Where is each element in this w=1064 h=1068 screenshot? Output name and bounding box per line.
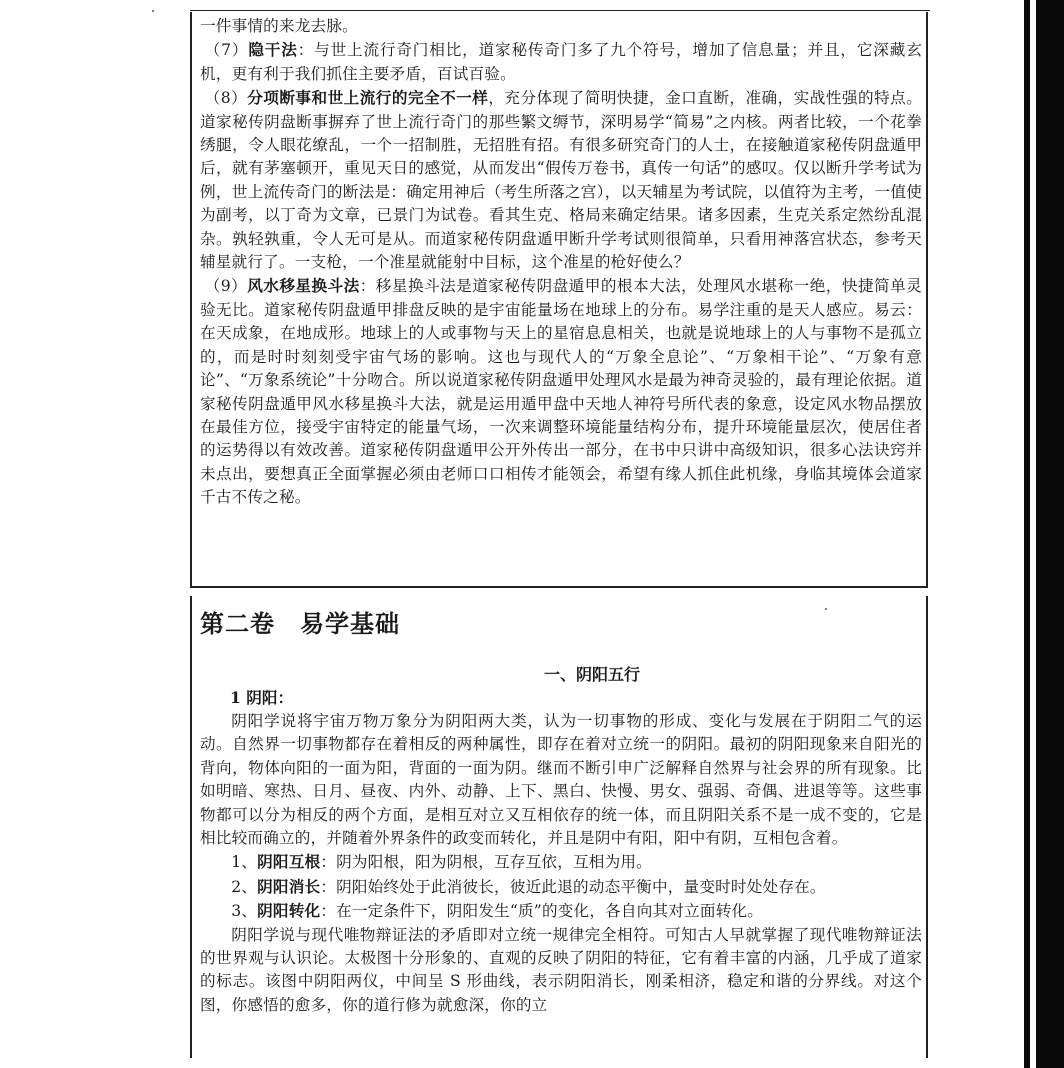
paragraph-8-text: ，充分体现了简明快捷，金口直断，准确，实战性强的特点。道家秘传阴盘断事摒弃了世上流行奇门的那些繁文缛节，深明易学“简易”之内核。两者比较，一个花拳绣腿，令人眼花缭乱，一个一招制胜，无招胜有招。有很多研究奇门的人士，在接触道家秘传阴盘遁甲后，就有茅塞顿开，重见天日的感觉，从而发出“假传万卷书，真传一句话”的感叹。仅以断升学考试为例，世上流传奇门的断法是：确定用神后（考生所落之宫），以天辅星为考试院，以值符为主考，一值使为副考，以丁奇为文章，已景门为试卷。看其生克、格局来确定结果。诸多因素，生克关系定然纷乱混杂。孰轻孰重，令人无可是从。而道家秘传阴盘遁甲断升学考试则很简单，只看用神落宫状态，参考天辅星就行了。一支枪，一个准星就能射中目标，这个准星的枪好使么？	[200, 89, 922, 272]
scan-speck	[825, 608, 827, 610]
item-2-number: 2、	[231, 877, 258, 896]
upper-text-block	[200, 15, 922, 510]
paragraph-9-number: （9）	[204, 277, 248, 296]
paragraph-9-heading: 风水移星换斗法	[247, 276, 360, 296]
yinyang-item-1	[200, 850, 922, 874]
item-1-heading: 阴阳互根	[257, 852, 321, 872]
paragraph-9	[200, 274, 922, 509]
item-3-text: ：在一定条件下，阴阳发生“质”的变化，各自向其对立面转化。	[320, 902, 764, 921]
paragraph-9-text: ：移星换斗法是道家秘传阴盘遁甲的根本大法，处理风水堪称一绝，快捷简单灵验无比。道家秘传阴盘遁甲排盘反映的是宇宙能量场在地球上的分布。易学注重的是天人感应。易云：在天成象，在地成形。地球上的人或事物与天上的星宿息息相关，也就是说地球上的人与事物不是孤立的，而是时时刻刻受宇宙气场的影响。这也与现代人的“万象全息论”、“万象相干论”、“万象有意论”、“万象系统论”十分吻合。所以说道家秘传阴盘遁甲处理风水是最为神奇灵验的，最有理论依据。道家秘传阴盘遁甲风水移星换斗大法，就是运用遁甲盘中天地人神符号所代表的象意，设定风水物品摆放在最佳方位，接受宇宙特定的能量气场，一次来调整环境能量结构分布，提升环境能量层次，使居住者的运势得以有效改善。道家秘传阴盘遁甲公开外传出一部分，在书中只讲中高级知识，很多心法诀窍并未点出，要想真正全面掌握必须由老师口口相传才能领会，希望有缘人抓住此机缘，身临其境体会道家千古不传之秘。	[200, 277, 922, 507]
top-rule	[190, 10, 930, 11]
paragraph-7-text: ：与世上流行奇门相比，道家秘传奇门多了九个符号，增加了信息量；并且，它深藏玄机，更有利于我们抓住主要矛盾，百试百验。	[200, 41, 922, 83]
item-2-heading: 阴阳消长	[257, 876, 321, 896]
yinyang-item-3	[200, 899, 922, 923]
section-title: 一、阴阳五行	[543, 665, 640, 684]
paragraph-8-heading: 分项断事和世上流行的完全不一样	[247, 88, 489, 108]
lower-text-block	[200, 710, 922, 1017]
paragraph-7	[200, 38, 922, 86]
scan-right-edge	[1024, 0, 1064, 1068]
item-3-number: 3、	[231, 902, 258, 921]
volume-title: 第二卷 易学基础	[200, 609, 400, 638]
item-2-text: ：阴阳始终处于此消彼长，彼近此退的动态平衡中，量变时时处处存在。	[320, 877, 826, 896]
yinyang-paragraph-2: 阴阳学说与现代唯物辩证法的矛盾即对立统一规律完全相符。可知古人早就掌握了现代唯物辩证法的世界观与认识论。太极图十分形象的、直观的反映了阴阳的特征，它有着丰富的内涵，几乎成了道家的标志。该图中阴阳两仪，中间呈 S 形曲线，表示阴阳消长，刚柔相济，稳定和谐的分界线。对这个图，你感悟的愈多，你的道行修为就愈深，你的立	[200, 925, 922, 1014]
paragraph-8	[200, 86, 922, 274]
scan-speck	[152, 10, 154, 12]
yinyang-paragraph-1: 阴阳学说将宇宙万物万象分为阴阳两大类，认为一切事物的形成、变化与发展在于阴阳二气的运动。自然界一切事物都存在着相反的两种属性，即存在着对立统一的阴阳。最初的阴阳现象来自阳光的背向，物体向阳的一面为阳，背面的一面为阴。继而不断引申广泛解释自然界与社会界的所有现象。比如明暗、寒热、日月、昼夜、内外、动静、上下、黑白、快慢、男女、强弱、奇偶、进退等等。这些事物都可以分为相反的两个方面，是相互对立又互相依存的统一体，而且阴阳关系不是一成不变的，它是相比较而确立的，并随着外界条件的政变而转化，并且是阴中有阳，阳中有阴，互相包含着。	[200, 712, 922, 848]
paragraph-8-number: （8）	[204, 89, 248, 108]
paragraph-7-number: （7）	[204, 41, 249, 60]
item-1-number: 1、	[231, 853, 258, 872]
item-1-text: ：阴为阳根，阳为阴根，互存互依，互相为用。	[320, 853, 652, 872]
continuation-line: 一件事情的来龙去脉。	[200, 17, 358, 35]
sub-title: 1 阴阳：	[230, 688, 294, 707]
yinyang-item-2	[200, 875, 922, 899]
item-3-heading: 阴阳转化	[257, 901, 321, 921]
paragraph-7-heading: 隐干法	[248, 40, 298, 60]
